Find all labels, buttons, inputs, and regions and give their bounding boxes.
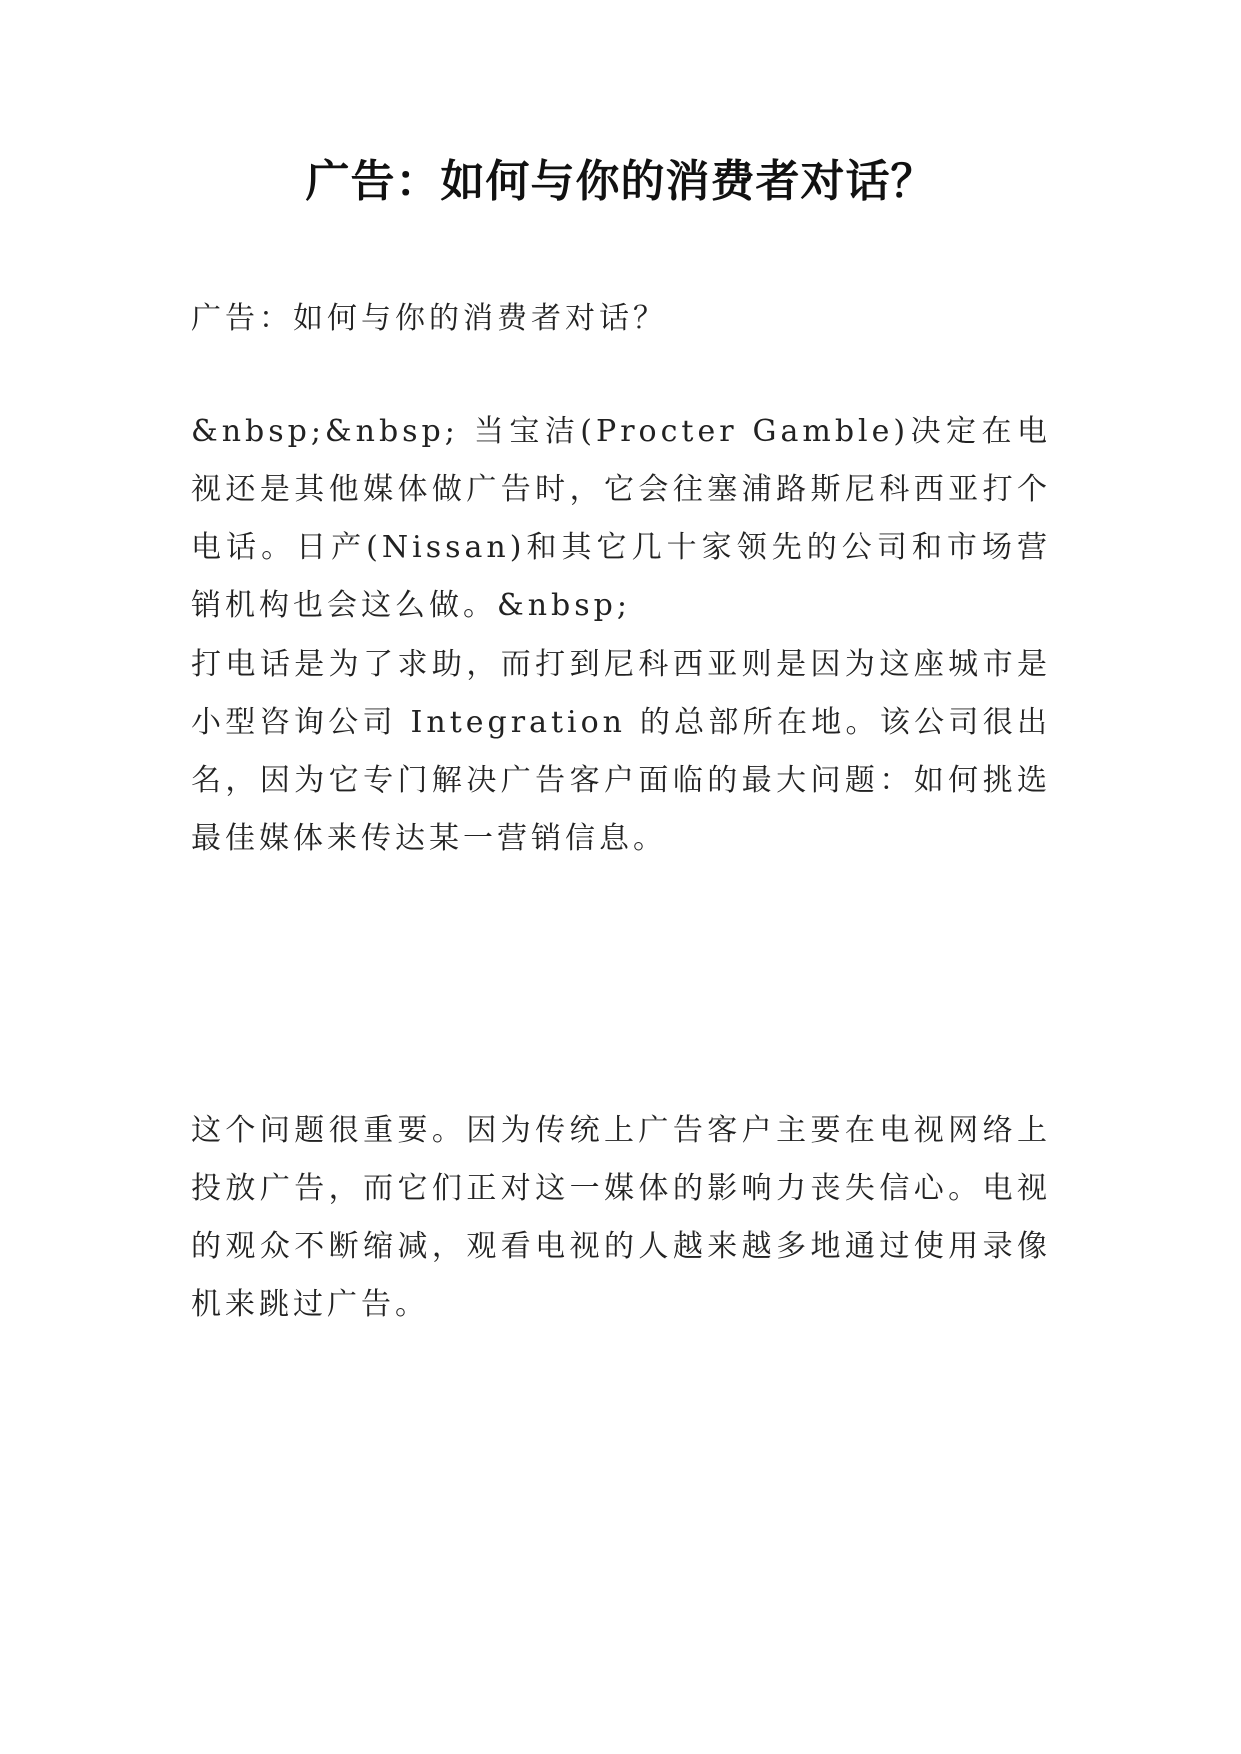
page-title: 广告：如何与你的消费者对话？ [305, 156, 936, 207]
article-subtitle: 广告：如何与你的消费者对话？ [191, 301, 667, 336]
paragraph-intro: &nbsp;&nbsp; 当宝洁(Procter Gamble)决定在电视还是其他媒体做广告时，它会往塞浦路斯尼科西亚打个电话。日产(Nissan)和其它几十家领先的公司和市场营销机构也会这么做。&nbsp; [191, 414, 1051, 623]
paragraph-integration: 打电话是为了求助，而打到尼科西亚则是因为这座城市是小型咨询公司 Integration 的总部所在地。该公司很出名，因为它专门解决广告客户面临的最大问题：如何挑选最佳媒体来传达某一营销信息。 [191, 647, 1051, 856]
paragraph-importance: 这个问题很重要。因为传统上广告客户主要在电视网络上投放广告，而它们正对这一媒体的影响力丧失信心。电视的观众不断缩减，观看电视的人越来越多地通过使用录像机来跳过广告。 [191, 1113, 1051, 1322]
